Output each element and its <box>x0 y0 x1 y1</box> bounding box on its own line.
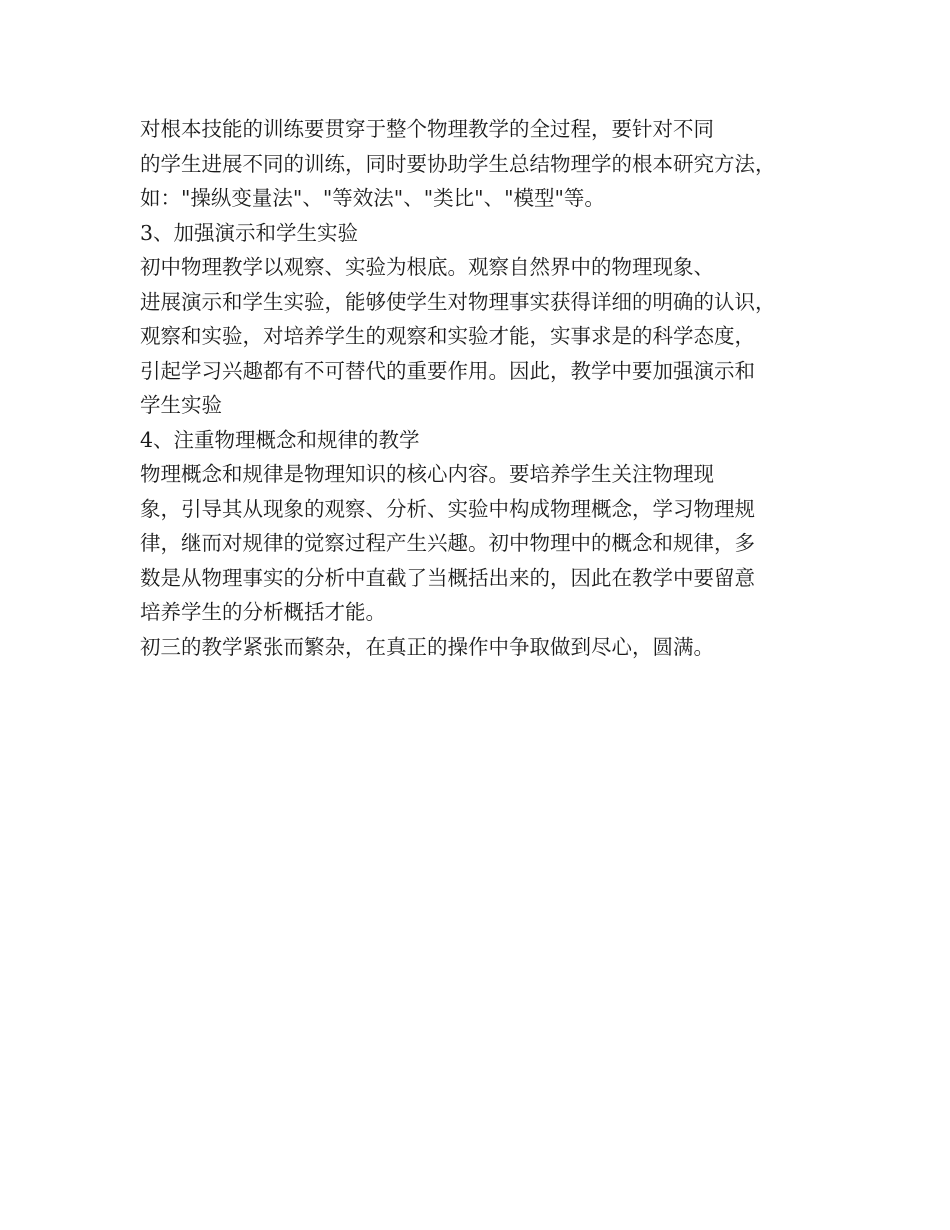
paragraph-concepts-laws <box>140 457 830 630</box>
text-line: 数是从物理事实的分析中直截了当概括出来的，因此在教学中要留意 <box>140 565 755 590</box>
document-body <box>140 112 830 664</box>
text-line: 如："操纵变量法"、"等效法"、"类比"、"模型"等。 <box>140 186 605 210</box>
text-line: 象，引导其从现象的观察、分析、实验中构成物理概念，学习物理规 <box>140 496 755 521</box>
text-line: 的学生进展不同的训练，同时要协助学生总结物理学的根本研究方法， <box>140 151 776 176</box>
text-line: 律，继而对规律的觉察过程产生兴趣。初中物理中的概念和规律，多 <box>140 531 755 555</box>
paragraph-conclusion <box>140 630 830 665</box>
text-line: 培养学生的分析概括才能。 <box>140 600 386 624</box>
text-line: 初三的教学紧张而繁杂，在真正的操作中争取做到尽心，圆满。 <box>140 634 714 659</box>
text-line: 引起学习兴趣都有不可替代的重要作用。因此，教学中要加强演示和 <box>140 358 755 383</box>
heading-concepts-laws <box>140 423 830 458</box>
paragraph-observation-experiment <box>140 250 830 423</box>
text-line: 物理概念和规律是物理知识的核心内容。要培养学生关注物理现 <box>140 462 714 486</box>
section-heading: 3、加强演示和学生实验 <box>140 220 359 245</box>
heading-demonstration-experiments <box>140 216 830 251</box>
text-line: 观察和实验，对培养学生的观察和实验才能，实事求是的科学态度， <box>140 324 755 348</box>
text-line: 对根本技能的训练要贯穿于整个物理教学的全过程，要针对不同 <box>140 117 714 141</box>
text-line: 初中物理教学以观察、实验为根底。观察自然界中的物理现象、 <box>140 255 714 279</box>
section-heading: 4、注重物理概念和规律的教学 <box>140 427 420 452</box>
text-line: 进展演示和学生实验，能够使学生对物理事实获得详细的明确的认识， <box>140 289 776 314</box>
paragraph-basic-skills <box>140 112 830 216</box>
text-line: 学生实验 <box>140 393 222 417</box>
